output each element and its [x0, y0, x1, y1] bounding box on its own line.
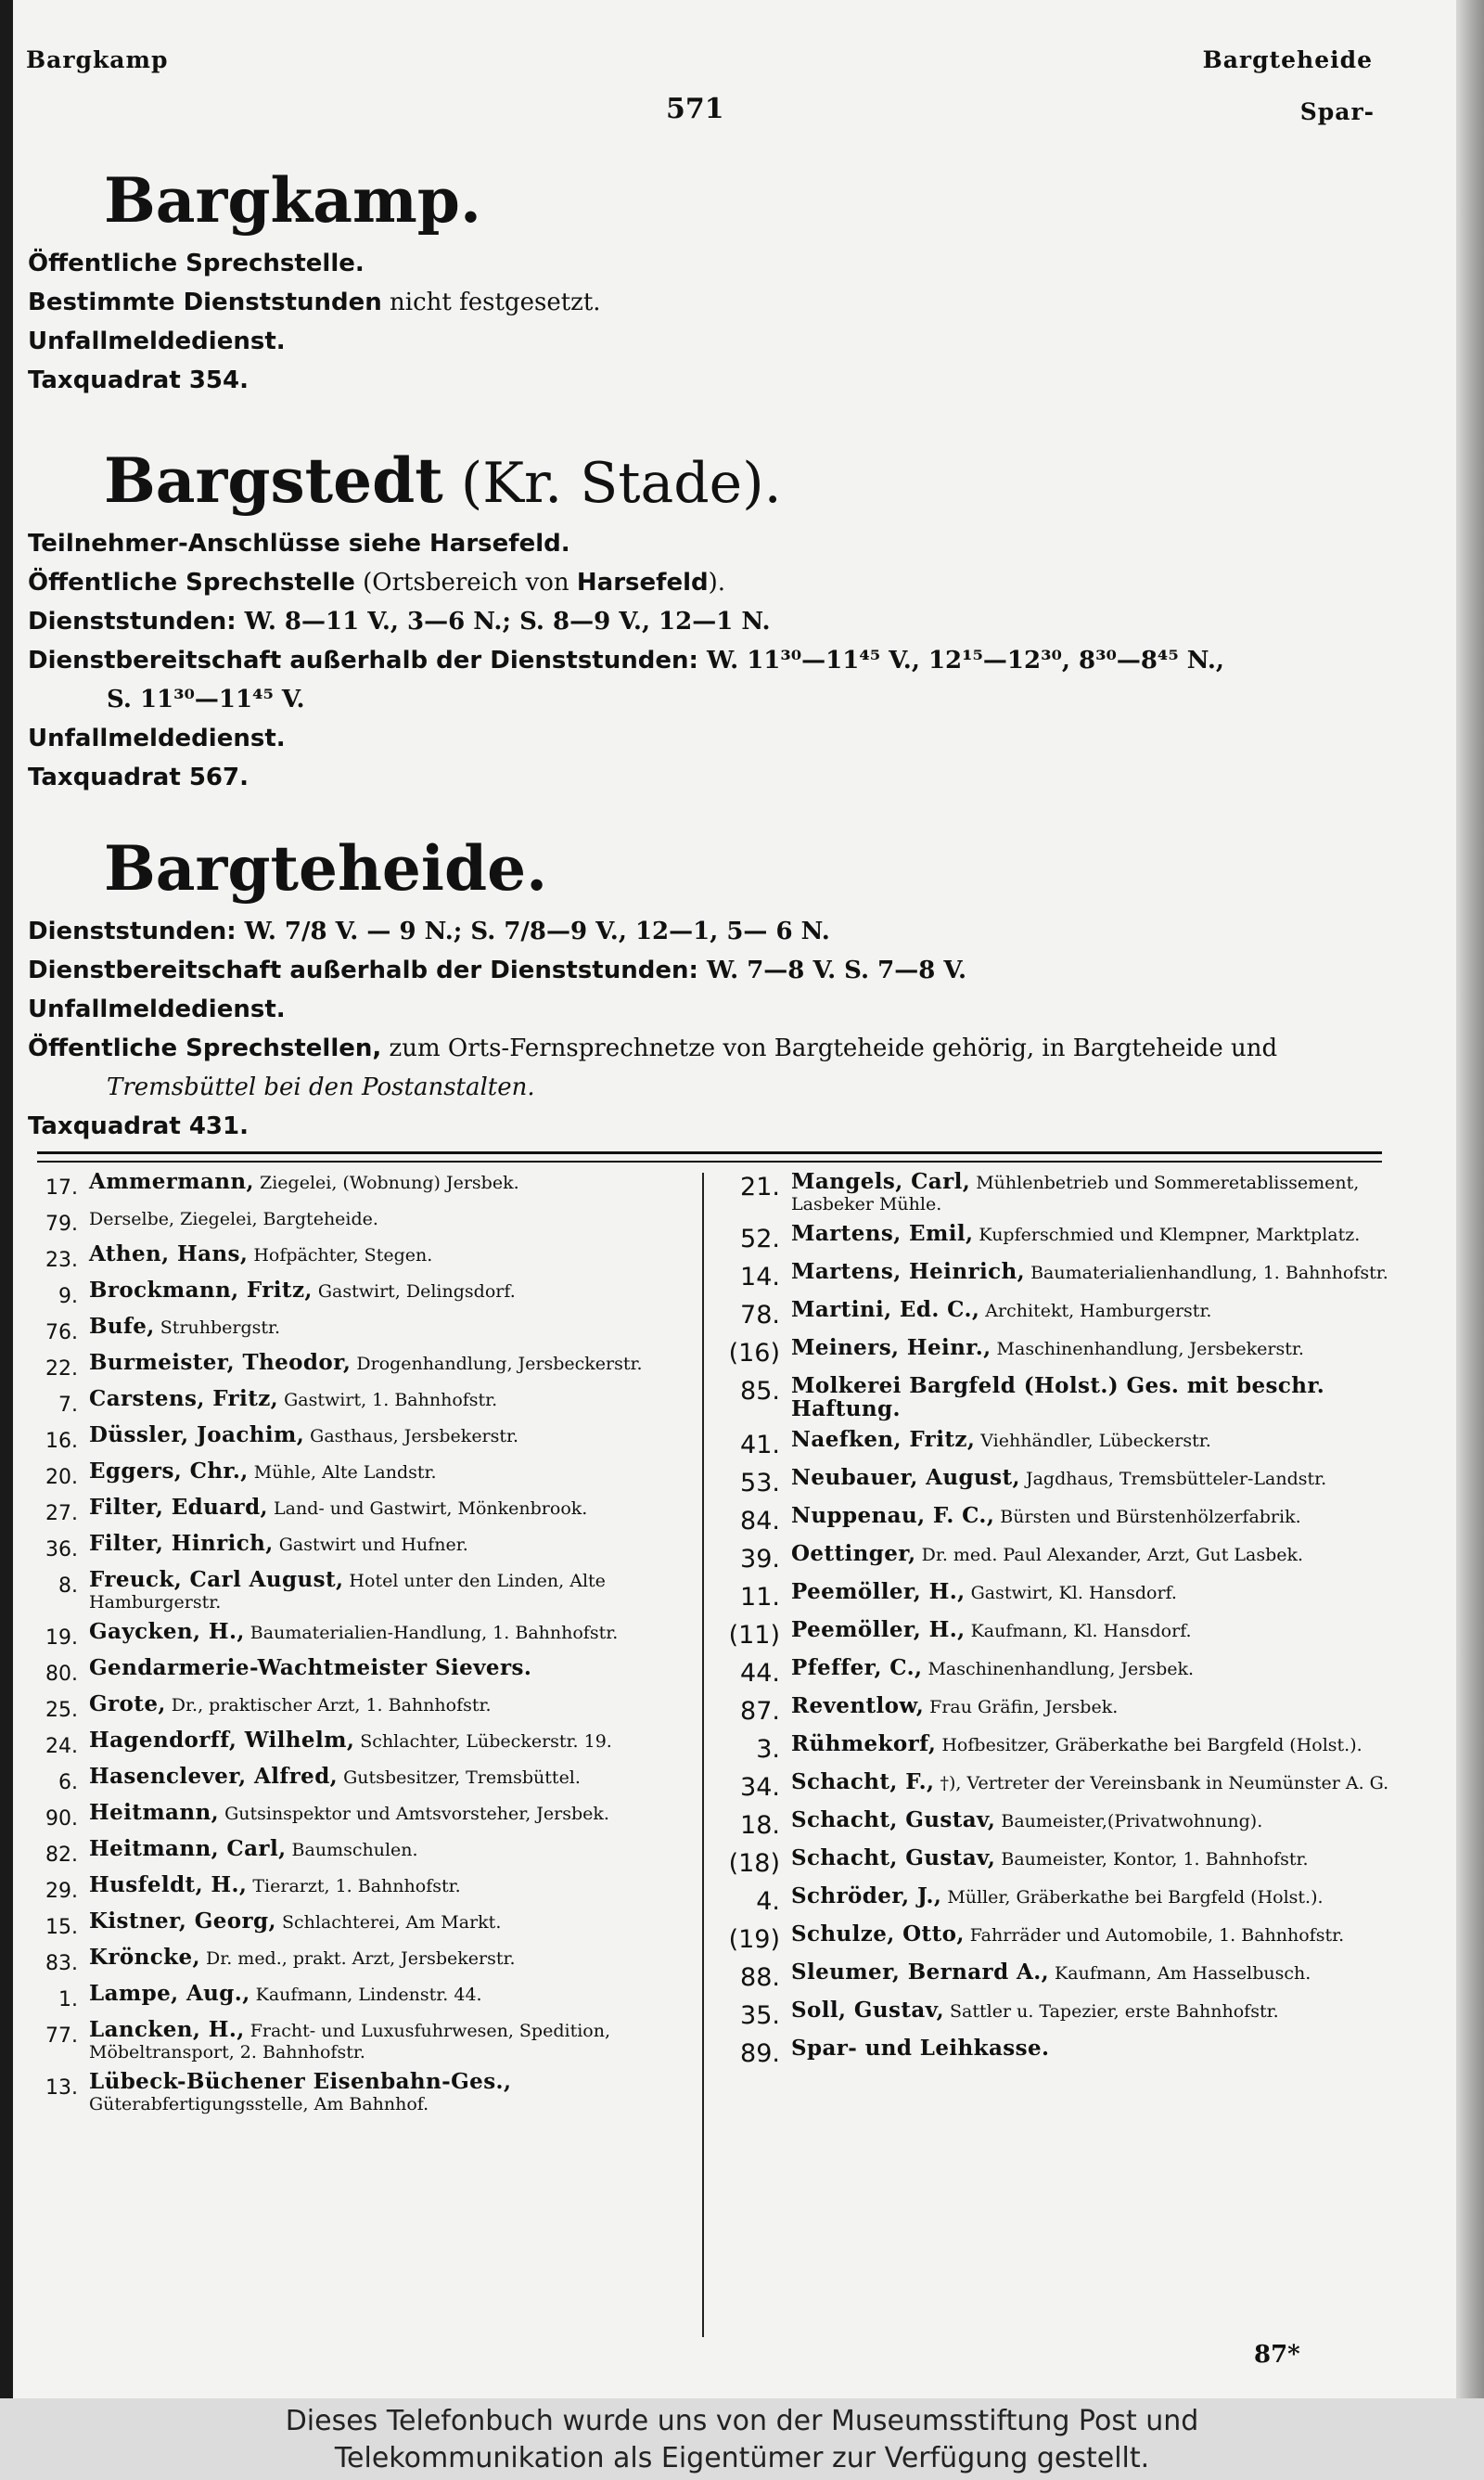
subscriber-entry [719, 1261, 1401, 1291]
subscriber-list-left [26, 1171, 689, 2123]
subscriber-info: Müller, Gräberkathe bei Bargfeld (Holst.). [941, 1887, 1324, 1908]
subscriber-info: Drogenhandlung, Jersbeckerstr. [351, 1354, 643, 1374]
page-number: 571 [666, 93, 724, 125]
subscriber-details [89, 1910, 689, 1934]
subscriber-entry [719, 1299, 1401, 1330]
subscriber-details [89, 1983, 689, 2006]
subscriber-number: 35. [740, 2001, 780, 2030]
section-line: Dienstbereitschaft außerhalb der Dienststunden: W. 7—8 V. S. 7—8 V. [28, 956, 967, 984]
subscriber-name: Peemöller, H., [791, 1617, 966, 1642]
subscriber-info: Ziegelei, (Wobnung) Jersbek. [253, 1173, 519, 1193]
subscriber-details [791, 1543, 1401, 1566]
subscriber-name: Peemöller, H., [791, 1579, 966, 1604]
subscriber-entry [719, 1657, 1401, 1688]
subscriber-entry [719, 1809, 1401, 1840]
subscriber-number: 7. [58, 1394, 78, 1417]
subscriber-entry [26, 1207, 689, 1236]
subscriber-number: 21. [740, 1173, 780, 1201]
subscriber-entry [26, 1316, 689, 1344]
subscriber-number: 6. [58, 1771, 78, 1794]
subscriber-name: Neubauer, August, [791, 1465, 1020, 1490]
subscriber-number: 8. [58, 1574, 78, 1598]
subscriber-info: Frau Gräfin, Jersbek. [924, 1697, 1119, 1717]
subscriber-number: 39. [740, 1545, 780, 1574]
subscriber-details [791, 1429, 1401, 1452]
subscriber-entry [26, 1802, 689, 1831]
subscriber-details [791, 1695, 1401, 1718]
subscriber-details [89, 1171, 689, 1194]
subscriber-name: Eggers, Chr., [89, 1458, 249, 1484]
subscriber-name: Athen, Hans, [89, 1241, 249, 1266]
subscriber-entry [26, 1279, 689, 1308]
subscriber-entry [26, 1569, 689, 1613]
subscriber-number: 78. [740, 1301, 780, 1330]
subscriber-info: Mühlenbetrieb und Sommeretablissement, Lasbeker Mühle. [791, 1173, 1360, 1214]
subscriber-number: 16. [45, 1430, 78, 1453]
subscriber-entry [26, 1838, 689, 1867]
subscriber-name: Heitmann, [89, 1800, 220, 1825]
subscriber-name: Hagendorff, Wilhelm, [89, 1728, 355, 1753]
subscriber-info: Dr., praktischer Arzt, 1. Bahnhofstr. [165, 1695, 492, 1715]
subscriber-name: Hasenclever, Alfred, [89, 1764, 339, 1789]
page-binding-edge [0, 0, 13, 2398]
subscriber-entry [26, 1424, 689, 1453]
divider-rule [37, 1161, 1382, 1163]
subscriber-name: Mangels, Carl, [791, 1169, 971, 1194]
subscriber-number: (11) [728, 1621, 780, 1650]
subscriber-name: Oettinger, [791, 1541, 916, 1566]
section-title: Bargstedt (Kr. Stade). [104, 444, 782, 517]
subscriber-details [791, 1847, 1401, 1870]
section-line: Öffentliche Sprechstelle (Ortsbereich von Harsefeld). [28, 568, 726, 597]
subscriber-name: Schröder, J., [791, 1883, 942, 1908]
subscriber-entry [719, 1223, 1401, 1253]
section-line: Öffentliche Sprechstelle. [28, 249, 365, 277]
subscriber-name: Brockmann, Fritz, [89, 1278, 313, 1303]
section-line: Taxquadrat 431. [28, 1112, 249, 1140]
subscriber-entry [26, 1657, 689, 1686]
subscriber-number: 89. [740, 2039, 780, 2068]
subscriber-entry [26, 1497, 689, 1525]
subscriber-entry [26, 2019, 689, 2063]
subscriber-name: Martens, Heinrich, [791, 1259, 1026, 1284]
divider-rule [37, 1151, 1382, 1154]
subscriber-details [89, 2071, 689, 2115]
subscriber-entry [719, 1337, 1401, 1368]
subscriber-details [89, 1838, 689, 1861]
subscriber-name: Martini, Ed. C., [791, 1297, 980, 1322]
subscriber-info: Viehhändler, Lübeckerstr. [975, 1431, 1211, 1451]
subscriber-entry [719, 1733, 1401, 1764]
subscriber-number: 27. [45, 1502, 78, 1525]
section-title: Bargteheide. [104, 832, 548, 905]
subscriber-entry [719, 1543, 1401, 1574]
section-line: Unfallmeldedienst. [28, 724, 286, 752]
section-line: Teilnehmer-Anschlüsse siehe Harsefeld. [28, 529, 570, 558]
subscriber-number: 44. [740, 1659, 780, 1688]
subscriber-info: Hofbesitzer, Gräberkathe bei Bargfeld (Holst.). [936, 1735, 1362, 1755]
subscriber-info: Jagdhaus, Tremsbütteler-Landstr. [1019, 1469, 1327, 1489]
subscriber-info: Kaufmann, Lindenstr. 44. [249, 1985, 482, 2005]
subscriber-info: Baumaterialien-Handlung, 1. Bahnhofstr. [244, 1623, 619, 1643]
subscriber-details [89, 1874, 689, 1897]
subscriber-name: Meiners, Heinr., [791, 1335, 991, 1360]
subscriber-entry [26, 1910, 689, 1939]
subscriber-entry [26, 1983, 689, 2011]
subscriber-details [89, 1729, 689, 1753]
subscriber-number: 24. [45, 1735, 78, 1758]
subscriber-name: Reventlow, [791, 1693, 925, 1718]
subscriber-number: 22. [45, 1357, 78, 1381]
subscriber-details [89, 1497, 689, 1520]
subscriber-number: 25. [45, 1699, 78, 1722]
subscriber-info: Maschinenhandlung, Jersbek. [922, 1659, 1195, 1679]
section-line: Dienstbereitschaft außerhalb der Dienststunden: W. 11³⁰—11⁴⁵ V., 12¹⁵—12³⁰, 8³⁰—8⁴⁵ N., [28, 646, 1224, 675]
subscriber-number: 18. [740, 1811, 780, 1840]
subscriber-entry [719, 1505, 1401, 1536]
footer-line-2: Telekommunikation als Eigentümer zur Verfügung gestellt. [334, 2442, 1150, 2474]
subscriber-number: 15. [45, 1916, 78, 1939]
subscriber-number: 34. [740, 1773, 780, 1802]
subscriber-details [89, 1388, 689, 1411]
subscriber-entry [26, 1729, 689, 1758]
subscriber-details [89, 1569, 689, 1613]
subscriber-number: 23. [45, 1249, 78, 1272]
subscriber-entry [26, 1874, 689, 1903]
subscriber-name: Lancken, H., [89, 2017, 245, 2042]
subscriber-number: 11. [740, 1583, 780, 1612]
section-line: Dienststunden: W. 7/8 V. — 9 N.; S. 7/8—9 V., 12—1, 5— 6 N. [28, 917, 830, 945]
subscriber-info: Dr. med., prakt. Arzt, Jersbekerstr. [199, 1948, 516, 1969]
subscriber-name: Molkerei Bargfeld (Holst.) Ges. mit beschr. Haftung. [791, 1373, 1325, 1421]
section-line: Taxquadrat 567. [28, 763, 249, 791]
section-title: Bargkamp. [104, 164, 481, 237]
running-header-left: Bargkamp [26, 46, 169, 73]
subscriber-name: Lampe, Aug., [89, 1981, 250, 2006]
subscriber-number: 84. [740, 1507, 780, 1536]
subscriber-name: Filter, Eduard, [89, 1495, 268, 1520]
subscriber-name: Ammermann, [89, 1169, 254, 1194]
subscriber-entry [719, 1619, 1401, 1650]
subscriber-details [791, 1375, 1401, 1421]
section-line: Dienststunden: W. 8—11 V., 3—6 N.; S. 8—9 V., 12—1 N. [28, 607, 771, 636]
subscriber-info: Baumeister, Kontor, 1. Bahnhofstr. [995, 1849, 1309, 1870]
subscriber-details [791, 1885, 1401, 1908]
section-line: Unfallmeldedienst. [28, 995, 286, 1023]
subscriber-name: Spar- und Leihkasse. [791, 2036, 1050, 2061]
subscriber-number: 82. [45, 1844, 78, 1867]
subscriber-entry [26, 1533, 689, 1561]
subscriber-number: 88. [740, 1963, 780, 1992]
subscriber-entry [719, 1171, 1401, 1215]
subscriber-details [89, 2019, 689, 2063]
section-line: Tremsbüttel bei den Postanstalten. [107, 1073, 535, 1101]
subscriber-details [791, 1733, 1401, 1756]
section-bargkamp [28, 164, 1391, 400]
subscriber-number: 90. [45, 1807, 78, 1831]
subscriber-details [89, 1460, 689, 1484]
subscriber-details [89, 1657, 689, 1680]
subscriber-details [791, 1261, 1401, 1284]
page-right-edge [1456, 0, 1484, 2398]
subscriber-entry [26, 2071, 689, 2115]
subscriber-entry [26, 1171, 689, 1200]
subscriber-details [89, 1766, 689, 1789]
subscriber-info: Mühle, Alte Landstr. [248, 1462, 437, 1483]
subscriber-info: Land- und Gastwirt, Mönkenbrook. [267, 1498, 588, 1519]
subscriber-details [791, 2037, 1401, 2061]
subscriber-name: Naefken, Fritz, [791, 1427, 976, 1452]
subscriber-info: Hotel unter den Linden, Alte Hamburgerstr. [89, 1571, 606, 1613]
subscriber-name: Rühmekorf, [791, 1731, 937, 1756]
subscriber-number: 76. [45, 1321, 78, 1344]
subscriber-info: Baumaterialienhandlung, 1. Bahnhofstr. [1025, 1263, 1388, 1283]
subscriber-name: Schacht, F., [791, 1769, 935, 1794]
subscriber-name: Carstens, Fritz, [89, 1386, 279, 1411]
subscriber-details [89, 1424, 689, 1447]
subscriber-info: Maschinenhandlung, Jersbekerstr. [991, 1339, 1304, 1359]
subscriber-name: Schacht, Gustav, [791, 1807, 996, 1832]
subscriber-name: Freuck, Carl August, [89, 1567, 344, 1592]
subscriber-number: 1. [58, 1988, 78, 2011]
subscriber-number: 52. [740, 1225, 780, 1253]
subscriber-name: Nuppenau, F. C., [791, 1503, 995, 1528]
subscriber-info: Tierarzt, 1. Bahnhofstr. [247, 1876, 461, 1896]
subscriber-entry [719, 1467, 1401, 1497]
subscriber-details [791, 1771, 1401, 1794]
subscriber-details [791, 1299, 1401, 1322]
subscriber-number: 36. [45, 1538, 78, 1561]
subscriber-entry [719, 1695, 1401, 1726]
subscriber-name: Düssler, Joachim, [89, 1422, 305, 1447]
subscriber-details [89, 1533, 689, 1556]
subscriber-info: Schlachter, Lübeckerstr. 19. [354, 1731, 612, 1752]
subscriber-number: 85. [740, 1377, 780, 1406]
subscriber-number: (18) [728, 1849, 780, 1878]
subscriber-info: Kupferschmied und Klempner, Marktplatz. [973, 1225, 1361, 1245]
subscriber-name: Husfeldt, H., [89, 1872, 248, 1897]
subscriber-entry [719, 1847, 1401, 1878]
subscriber-entry [26, 1621, 689, 1650]
subscriber-name: Burmeister, Theodor, [89, 1350, 352, 1375]
subscriber-name: Lübeck-Büchener Eisenbahn-Ges., [89, 2069, 512, 2094]
subscriber-info: Baumschulen. [286, 1840, 418, 1860]
subscriber-details [791, 1505, 1401, 1528]
subscriber-info: Gasthaus, Jersbekerstr. [304, 1426, 519, 1446]
subscriber-details [791, 1619, 1401, 1642]
subscriber-number: (19) [728, 1925, 780, 1954]
subscriber-details [791, 1923, 1401, 1947]
subscriber-info: Baumeister,(Privatwohnung). [995, 1811, 1263, 1831]
subscriber-details [791, 1337, 1401, 1360]
subscriber-info: Architekt, Hamburgerstr. [979, 1301, 1212, 1321]
section-bargstedt [28, 444, 1391, 797]
subscriber-number: 79. [45, 1213, 78, 1236]
subscriber-info: Gastwirt und Hufner. [273, 1535, 468, 1555]
subscriber-entry [26, 1766, 689, 1794]
subscriber-number: 41. [740, 1431, 780, 1459]
subscriber-number: 19. [45, 1626, 78, 1650]
subscriber-name: Schulze, Otto, [791, 1921, 965, 1947]
subscriber-details [791, 1171, 1401, 1215]
subscriber-entry [719, 1375, 1401, 1421]
subscriber-number: 9. [58, 1285, 78, 1308]
subscriber-entry [719, 1581, 1401, 1612]
page-mark: 87* [1254, 2341, 1300, 2369]
subscriber-entry [719, 1999, 1401, 2030]
subscriber-info: Gastwirt, Kl. Hansdorf. [965, 1583, 1177, 1603]
subscriber-details [89, 1621, 689, 1644]
subscriber-details [791, 1999, 1401, 2023]
subscriber-name: Soll, Gustav, [791, 1998, 944, 2023]
subscriber-entry [26, 1693, 689, 1722]
section-line: Taxquadrat 354. [28, 366, 249, 394]
running-header-right: Bargteheide [1202, 46, 1373, 73]
subscriber-list-right [719, 1171, 1401, 2075]
subscriber-name: Sleumer, Bernard A., [791, 1960, 1050, 1985]
subscriber-name: Gendarmerie-Wachtmeister Sievers. [89, 1655, 532, 1680]
subscriber-info: Gastwirt, 1. Bahnhofstr. [278, 1390, 498, 1410]
subscriber-info: Schlachterei, Am Markt. [275, 1912, 502, 1933]
subscriber-entry [719, 1771, 1401, 1802]
subscriber-name: Schacht, Gustav, [791, 1845, 996, 1870]
subscriber-entry [26, 1388, 689, 1417]
subscriber-name: Pfeffer, C., [791, 1655, 923, 1680]
subscriber-entry [719, 1961, 1401, 1992]
subscriber-info: Hofpächter, Stegen. [248, 1245, 433, 1266]
subscriber-details [89, 1243, 689, 1266]
subscriber-info: †), Vertreter der Vereinsbank in Neumünster A. G. [934, 1773, 1389, 1793]
subscriber-name: Filter, Hinrich, [89, 1531, 274, 1556]
subscriber-number: 13. [45, 2076, 78, 2100]
subscriber-entry [26, 1352, 689, 1381]
subscriber-info: Güterabfertigungsstelle, Am Bahnhof. [89, 2094, 429, 2114]
subscriber-details [89, 1316, 689, 1339]
subscriber-info: Derselbe, Ziegelei, Bargteheide. [89, 1209, 378, 1229]
running-header-right-continuation: Spar- [1299, 98, 1375, 125]
subscriber-number: 4. [756, 1887, 780, 1916]
subscriber-info: Struhbergstr. [154, 1317, 281, 1338]
subscriber-number: 17. [45, 1176, 78, 1200]
subscriber-info: Kaufmann, Kl. Hansdorf. [965, 1621, 1192, 1641]
subscriber-details [791, 1581, 1401, 1604]
subscriber-number: 14. [740, 1263, 780, 1291]
subscriber-details [89, 1947, 689, 1970]
subscriber-details [791, 1809, 1401, 1832]
section-line: Bestimmte Dienststunden nicht festgesetzt. [28, 288, 601, 316]
subscriber-info: Gutsinspektor und Amtsvorsteher, Jersbek. [219, 1804, 609, 1824]
subscriber-entry [26, 1460, 689, 1489]
subscriber-details [791, 1657, 1401, 1680]
subscriber-number: 77. [45, 2024, 78, 2048]
section-bargteheide [28, 832, 1391, 1146]
subscriber-name: Grote, [89, 1691, 166, 1716]
subscriber-details [791, 1961, 1401, 1985]
subscriber-details [89, 1279, 689, 1303]
subscriber-info: Sattler u. Tapezier, erste Bahnhofstr. [943, 2001, 1279, 2022]
subscriber-number: 83. [45, 1952, 78, 1975]
section-line: Unfallmeldedienst. [28, 327, 286, 355]
subscriber-info: Fahrräder und Automobile, 1. Bahnhofstr. [964, 1925, 1345, 1946]
subscriber-number: 87. [740, 1697, 780, 1726]
subscriber-info: Gutsbesitzer, Tremsbüttel. [338, 1767, 581, 1788]
subscriber-info: Fracht- und Luxusfuhrwesen, Spedition, Möbeltransport, 2. Bahnhofstr. [89, 2021, 610, 2062]
subscriber-details [89, 1693, 689, 1716]
subscriber-number: 20. [45, 1466, 78, 1489]
subscriber-number: 80. [45, 1663, 78, 1686]
footer-line-1: Dieses Telefonbuch wurde uns von der Museumsstiftung Post und [285, 2405, 1199, 2437]
subscriber-info: Kaufmann, Am Hasselbusch. [1049, 1963, 1311, 1984]
subscriber-info: Dr. med. Paul Alexander, Arzt, Gut Lasbek. [915, 1545, 1304, 1565]
subscriber-name: Kröncke, [89, 1945, 200, 1970]
footer-notice [0, 2398, 1484, 2480]
subscriber-entry [719, 1885, 1401, 1916]
subscriber-details [89, 1207, 689, 1230]
subscriber-info: Gastwirt, Delingsdorf. [312, 1281, 516, 1302]
subscriber-name: Martens, Emil, [791, 1221, 974, 1246]
column-divider [702, 1173, 704, 2337]
subscriber-number: (16) [728, 1339, 780, 1368]
subscriber-name: Bufe, [89, 1314, 155, 1339]
subscriber-entry [26, 1243, 689, 1272]
section-line: S. 11³⁰—11⁴⁵ V. [107, 685, 305, 713]
subscriber-details [791, 1223, 1401, 1246]
subscriber-details [89, 1802, 689, 1825]
subscriber-number: 53. [740, 1469, 780, 1497]
subscriber-details [791, 1467, 1401, 1490]
subscriber-entry [719, 2037, 1401, 2068]
subscriber-entry [26, 1947, 689, 1975]
subscriber-number: 3. [756, 1735, 780, 1764]
subscriber-name: Gaycken, H., [89, 1619, 245, 1644]
section-line: Öffentliche Sprechstellen, zum Orts-Fernsprechnetze von Bargteheide gehörig, in Bargteheide und [28, 1034, 1278, 1062]
subscriber-entry [719, 1429, 1401, 1459]
subscriber-entry [719, 1923, 1401, 1954]
subscriber-name: Kistner, Georg, [89, 1908, 276, 1934]
subscriber-number: 29. [45, 1880, 78, 1903]
subscriber-info: Bürsten und Bürstenhölzerfabrik. [994, 1507, 1301, 1527]
subscriber-name: Heitmann, Carl, [89, 1836, 287, 1861]
subscriber-details [89, 1352, 689, 1375]
